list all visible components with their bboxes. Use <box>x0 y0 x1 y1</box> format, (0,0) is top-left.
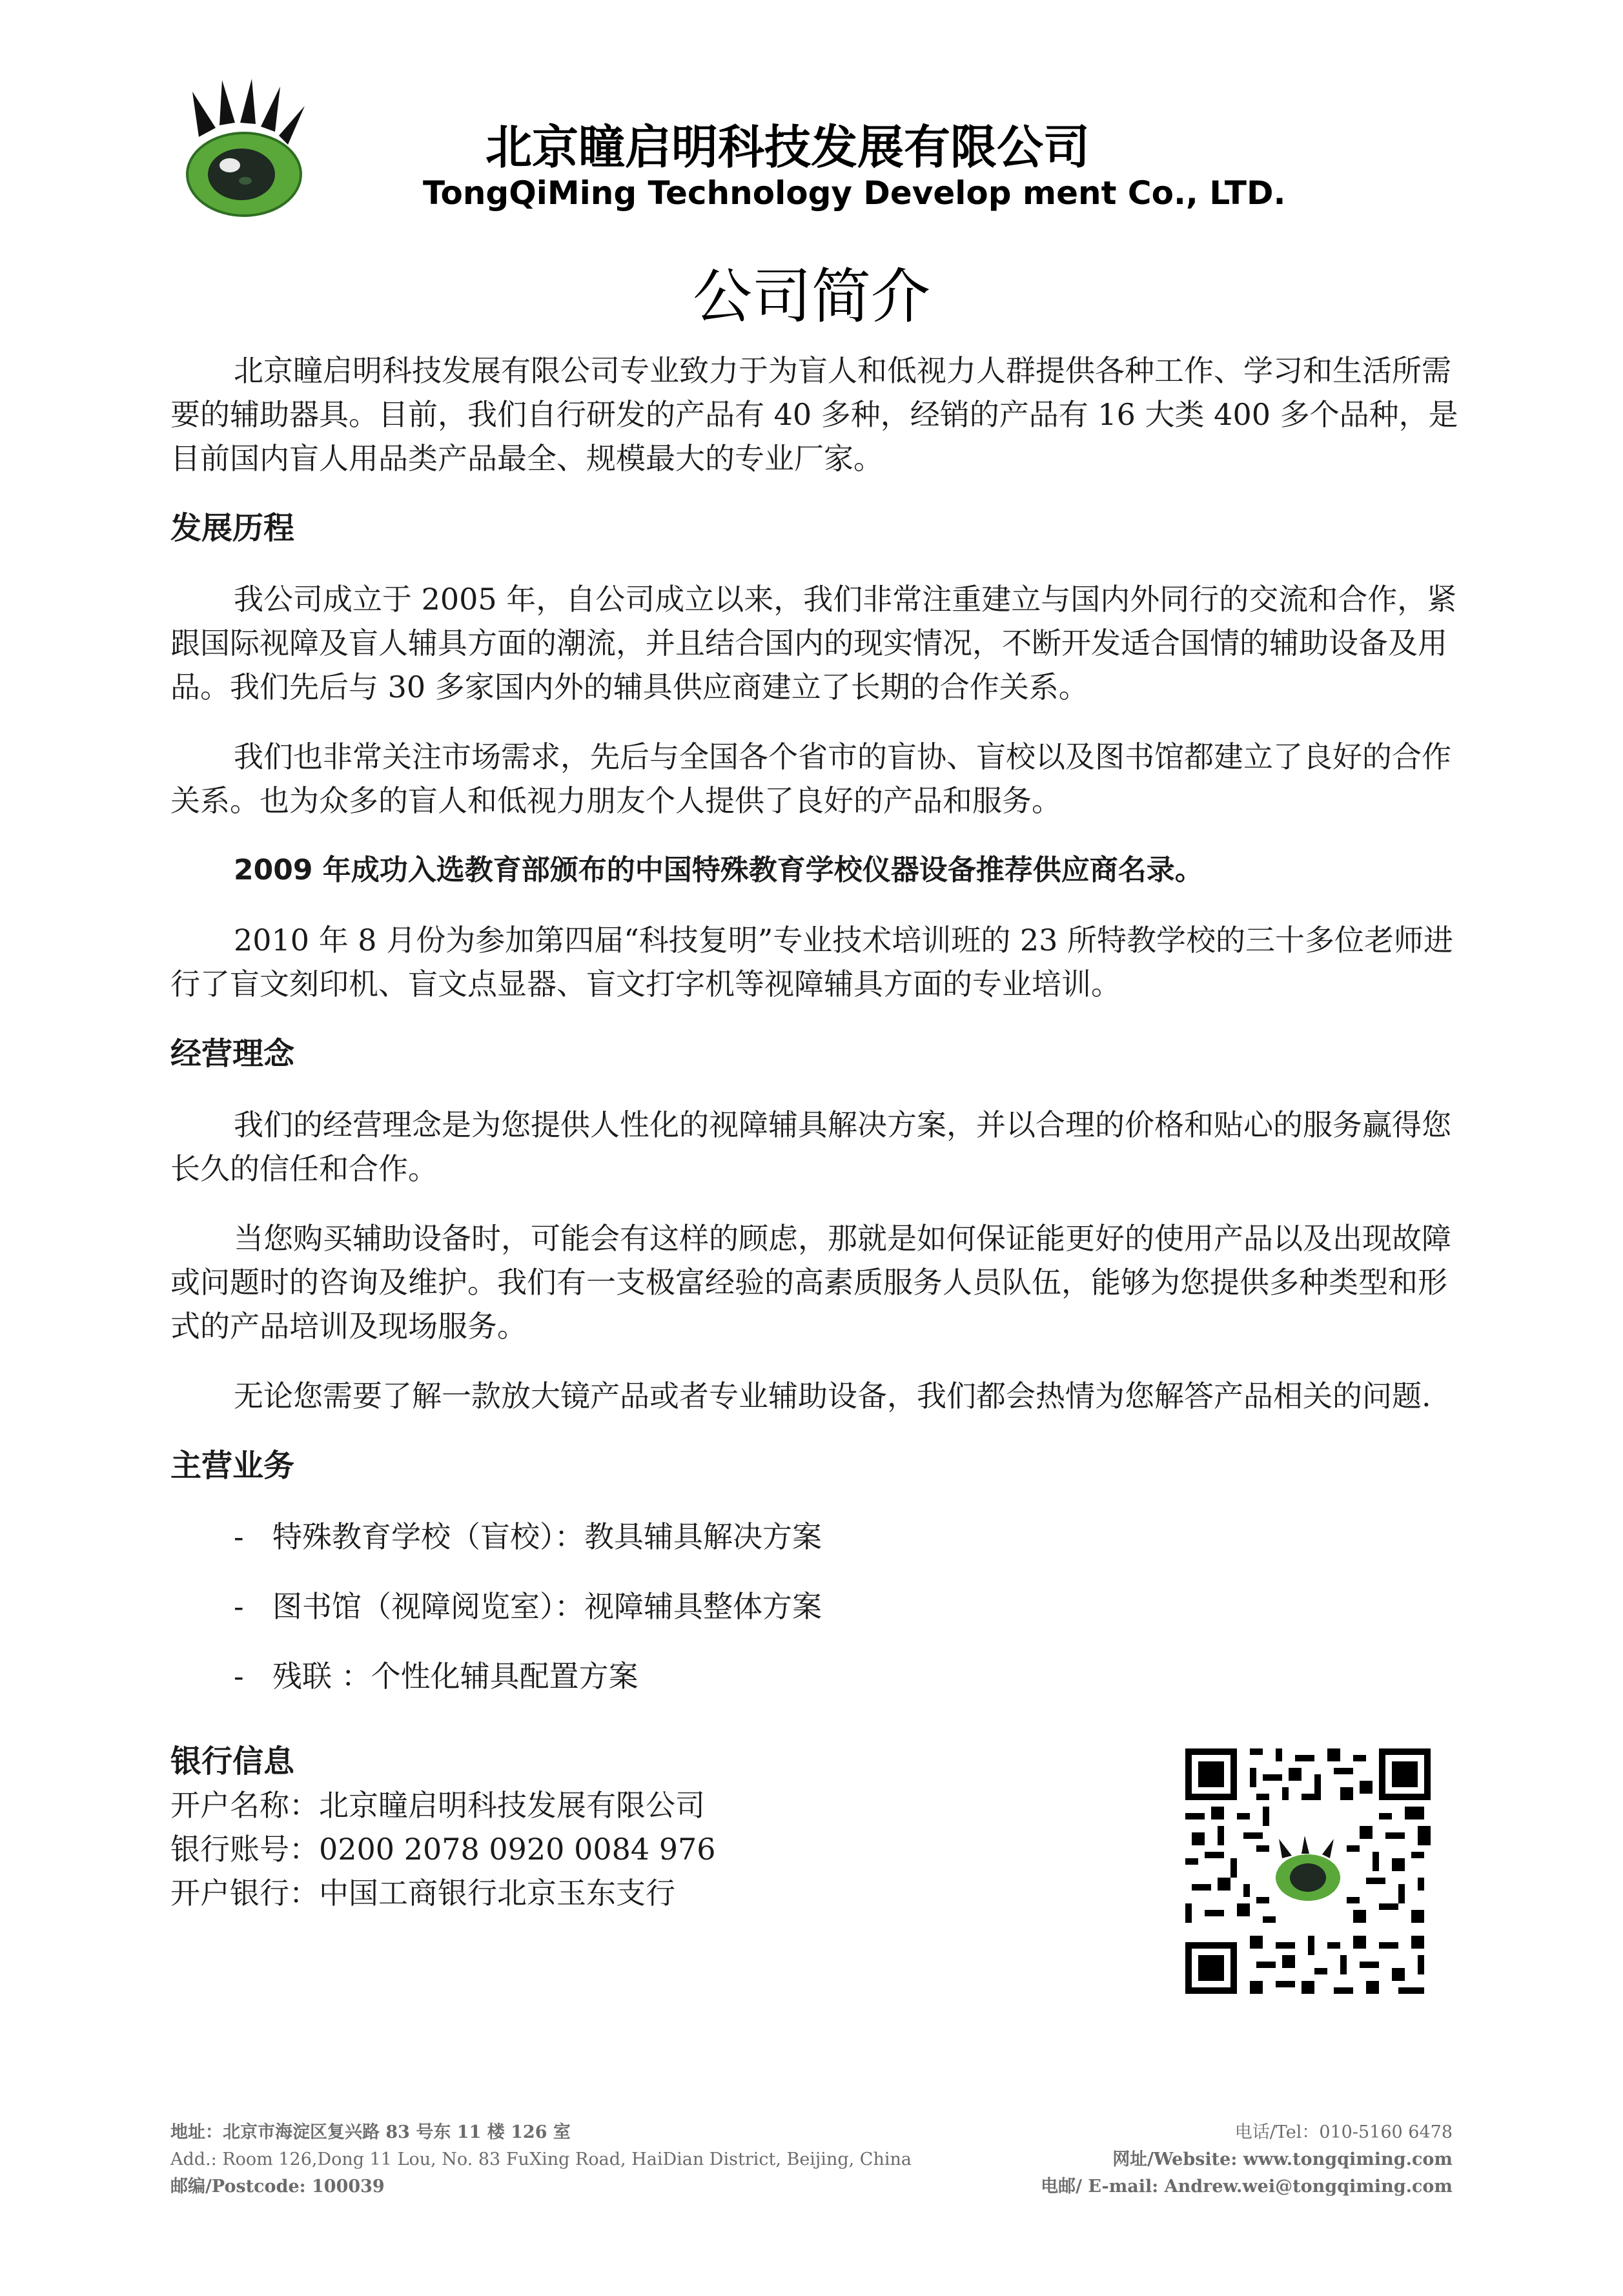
page-title: 公司简介 <box>692 262 930 331</box>
qr-code-icon <box>1185 1748 1431 1994</box>
business-heading: 主营业务 <box>170 1448 295 1484</box>
philosophy-paragraph-2: 当您购买辅助设备时，可能会有这样的顾虑，那就是如何保证能更好的使用产品以及出现故障或问题时的咨询及维护。我们有一支极富经验的高素质服务人员队伍，能够为您提供多种类型和形式的产品培训及现场服务。 <box>170 1221 1451 1344</box>
footer-address-cn: 地址：北京市海淀区复兴路 83 号东 11 楼 126 室 <box>170 2122 571 2142</box>
footer-email[interactable]: 电邮/ E-mail: Andrew.wei@tongqiming.com <box>1041 2177 1453 2197</box>
company-name-en: TongQiMing Technology Develop ment Co., LTD. <box>423 174 1286 212</box>
history-highlight: 2009 年成功入选教育部颁布的中国特殊教育学校仪器设备推荐供应商名录。 <box>234 854 1203 887</box>
footer-website[interactable]: 网址/Website: www.tongqiming.com <box>1112 2149 1453 2169</box>
list-dash: - <box>234 1519 244 1554</box>
bank-heading: 银行信息 <box>170 1743 295 1779</box>
footer-postcode: 邮编/Postcode: 100039 <box>170 2177 385 2197</box>
history-paragraph-2: 我们也非常关注市场需求，先后与全国各个省市的盲协、盲校以及图书馆都建立了良好的合作关系。也为众多的盲人和低视力朋友个人提供了良好的产品和服务。 <box>170 739 1451 818</box>
history-paragraph-4: 2010 年 8 月份为参加第四届“科技复明”专业技术培训班的 23 所特教学校的三十多位老师进行了盲文刻印机、盲文点显器、盲文打字机等视障辅具方面的专业培训。 <box>170 923 1454 1001</box>
bank-account-number: 银行账号：0200 2078 0920 0084 976 <box>170 1832 716 1867</box>
list-item-text: 图书馆（视障阅览室）：视障辅具整体方案 <box>272 1589 822 1624</box>
list-dash: - <box>234 1589 244 1624</box>
history-paragraph-1: 我公司成立于 2005 年，自公司成立以来，我们非常注重建立与国内外同行的交流和合作，紧跟国际视障及盲人辅具方面的潮流，并且结合国内的现实情况，不断开发适合国情的辅助设备及用品。我们先后与 30 多家国内外的辅具供应商建立了长期的合作关系。 <box>170 582 1457 704</box>
list-item <box>234 1654 1462 1698</box>
list-item-text: 特殊教育学校（盲校）：教具辅具解决方案 <box>272 1519 822 1554</box>
bank-account-name: 开户名称：北京瞳启明科技发展有限公司 <box>170 1788 705 1823</box>
philosophy-paragraph-3: 无论您需要了解一款放大镜产品或者专业辅助设备，我们都会热情为您解答产品相关的问题. <box>234 1379 1431 1413</box>
list-dash: - <box>234 1659 244 1694</box>
list-item-text: 残联 ：个性化辅具配置方案 <box>272 1659 638 1694</box>
company-name-cn: 北京瞳启明科技发展有限公司 <box>485 120 1090 174</box>
intro-paragraph: 北京瞳启明科技发展有限公司专业致力于为盲人和低视力人群提供各种工作、学习和生活所需要的辅助器具。目前，我们自行研发的产品有 40 多种，经销的产品有 16 大类 400 多个品种，是目前国内盲人用品类产品最全、规模最大的专业厂家。 <box>170 353 1458 476</box>
philosophy-heading: 经营理念 <box>170 1036 295 1072</box>
footer-address-en: Add.: Room 126,Dong 11 Lou, No. 83 FuXing Road, HaiDian District, Beijing, China <box>170 2149 912 2169</box>
bank-name: 开户银行：中国工商银行北京玉东支行 <box>170 1876 675 1911</box>
footer-address <box>170 2119 912 2200</box>
history-heading: 发展历程 <box>170 510 295 546</box>
footer-contact <box>1041 2119 1453 2200</box>
philosophy-paragraph-1: 我们的经营理念是为您提供人性化的视障辅具解决方案，并以合理的价格和贴心的服务赢得您长久的信任和合作。 <box>170 1107 1451 1186</box>
eye-logo-icon <box>173 77 315 220</box>
list-item <box>234 1584 1462 1628</box>
list-item <box>234 1515 1462 1559</box>
footer-tel: 电话/Tel：010-5160 6478 <box>1234 2122 1453 2142</box>
document-body <box>170 349 1462 1915</box>
